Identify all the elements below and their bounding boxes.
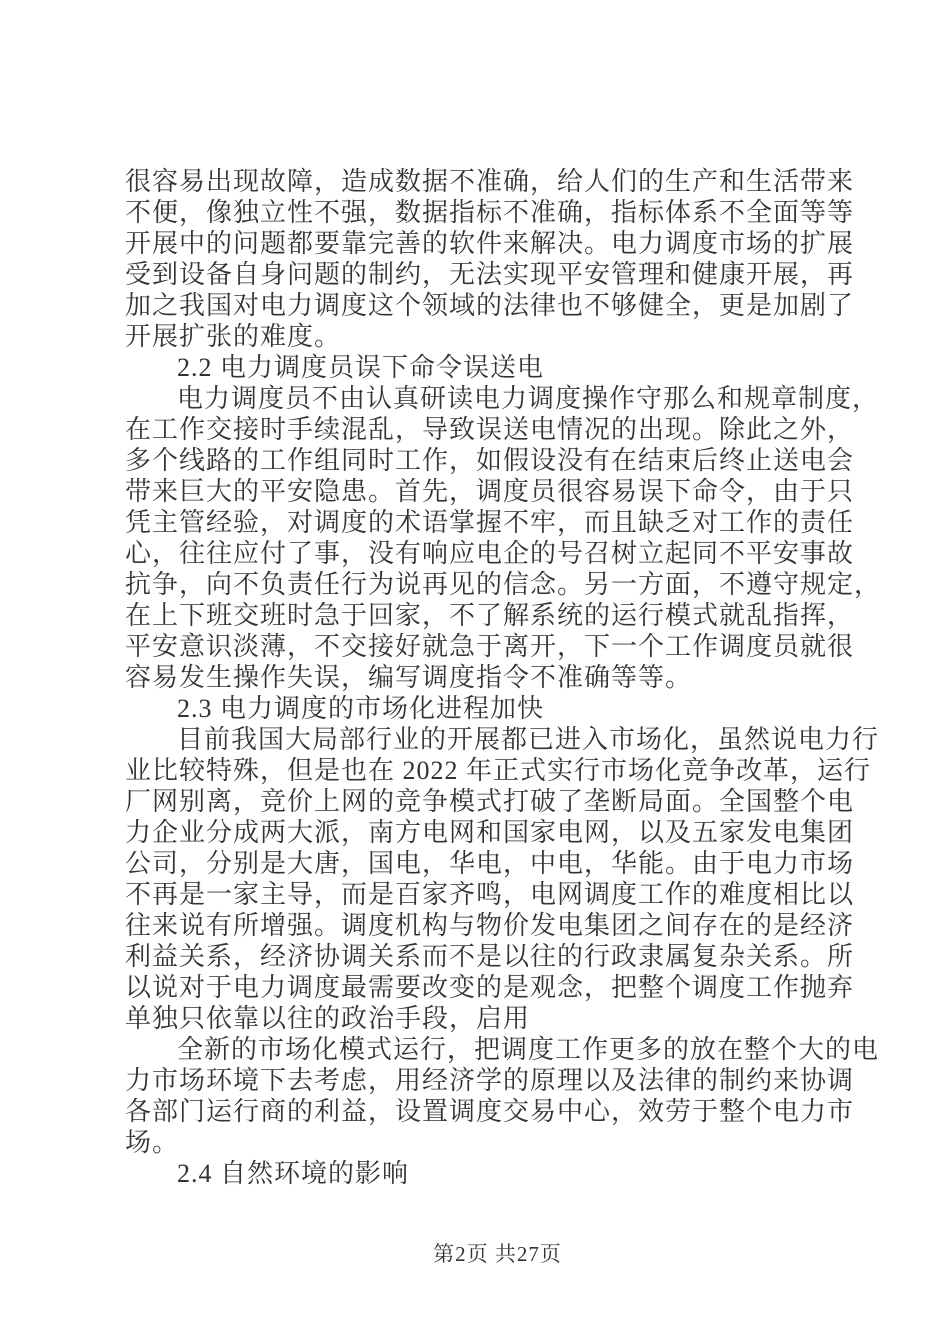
body-line: 心，往往应付了事，没有响应电企的号召树立起同不平安事故	[125, 539, 855, 568]
page-footer	[125, 1238, 870, 1268]
body-line: 受到设备自身问题的制约，无法实现平安管理和健康开展，再	[125, 260, 855, 289]
section-heading-2-3: 2.3 电力调度的市场化进程加快	[177, 694, 545, 723]
body-line: 开展中的问题都要靠完善的软件来解决。电力调度市场的扩展	[125, 229, 855, 258]
body-line: 很容易出现故障，造成数据不准确，给人们的生产和生活带来	[125, 167, 855, 196]
body-line: 凭主管经验，对调度的术语掌握不牢，而且缺乏对工作的责任	[125, 508, 855, 537]
body-line: 容易发生操作失误，编写调度指令不准确等等。	[125, 663, 693, 692]
body-line: 电力调度员不由认真研读电力调度操作守那么和规章制度，	[177, 384, 880, 413]
body-line: 多个线路的工作组同时工作，如假设没有在结束后终止送电会	[125, 446, 855, 475]
body-line: 以说对于电力调度最需要改变的是观念，把整个调度工作抛弃	[125, 973, 855, 1002]
body-line: 公司，分别是大唐，国电，华电，中电，华能。由于电力市场	[125, 849, 855, 878]
body-line: 开展扩张的难度。	[125, 322, 342, 351]
body-line: 单独只依靠以往的政治手段，启用	[125, 1004, 531, 1033]
body-line: 加之我国对电力调度这个领域的法律也不够健全，更是加剧了	[125, 291, 855, 320]
body-line: 在上下班交班时急于回家，不了解系统的运行模式就乱指挥，	[125, 601, 855, 630]
body-line: 带来巨大的平安隐患。首先，调度员很容易误下命令，由于只	[125, 477, 855, 506]
page-number-text: 第2页 共27页	[433, 1242, 562, 1266]
body-line: 不再是一家主导，而是百家齐鸣，电网调度工作的难度相比以	[125, 880, 855, 909]
body-line: 场。	[125, 1128, 180, 1157]
body-line: 不便，像独立性不强，数据指标不准确，指标体系不全面等等	[125, 198, 855, 227]
body-line: 目前我国大局部行业的开展都已进入市场化，虽然说电力行	[177, 725, 880, 754]
body-line: 力市场环境下去考虑，用经济学的原理以及法律的制约来协调	[125, 1066, 855, 1095]
body-line: 力企业分成两大派，南方电网和国家电网，以及五家发电集团	[125, 818, 855, 847]
body-line: 厂网别离，竞价上网的竞争模式打破了垄断局面。全国整个电	[125, 787, 855, 816]
document-body	[125, 166, 885, 1189]
section-heading-2-4: 2.4 自然环境的影响	[177, 1159, 410, 1188]
body-line: 各部门运行商的利益，设置调度交易中心，效劳于整个电力市	[125, 1097, 855, 1126]
body-line: 利益关系，经济协调关系而不是以往的行政隶属复杂关系。所	[125, 942, 855, 971]
body-line: 全新的市场化模式运行，把调度工作更多的放在整个大的电	[177, 1035, 880, 1064]
body-line: 在工作交接时手续混乱，导致误送电情况的出现。除此之外，	[125, 415, 855, 444]
section-heading-2-2: 2.2 电力调度员误下命令误送电	[177, 353, 545, 382]
body-line: 往来说有所增强。调度机构与物价发电集团之间存在的是经济	[125, 911, 855, 940]
body-line: 抗争，向不负责任行为说再见的信念。另一方面，不遵守规定，	[125, 570, 882, 599]
body-line: 业比较特殊，但是也在 2022 年正式实行市场化竞争改革，运行	[125, 756, 872, 785]
body-line: 平安意识淡薄，不交接好就急于离开，下一个工作调度员就很	[125, 632, 855, 661]
